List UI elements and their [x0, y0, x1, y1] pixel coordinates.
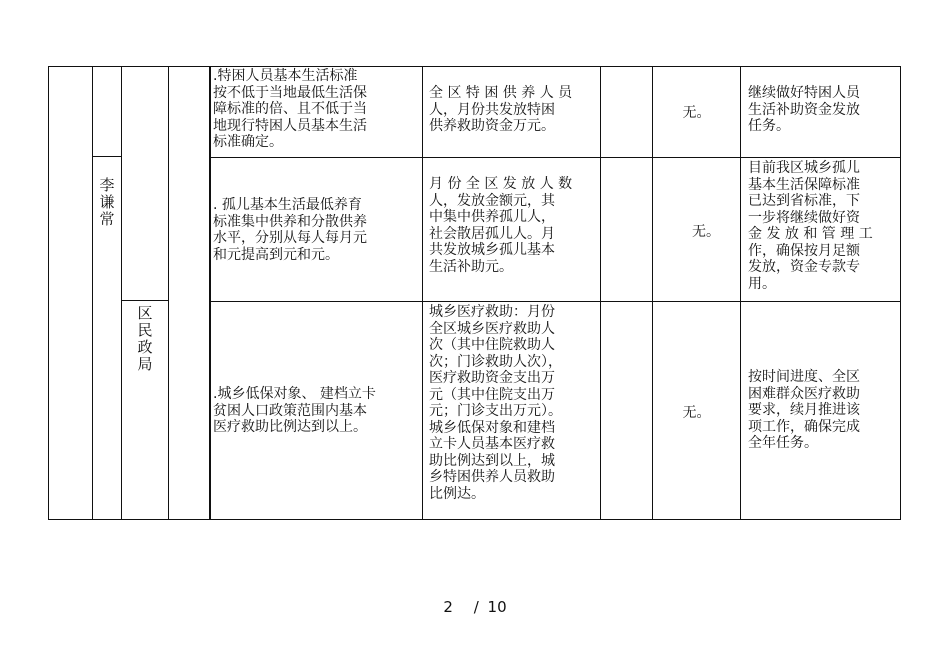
- row2-task: . 孤儿基本生活最低养育 标准集中供养和分散供养 水平，分别从每人每月元 和元提高到元和元。: [213, 197, 367, 263]
- row1-problem: 无。: [682, 105, 711, 121]
- row3-progress: 城乡医疗救助：月份 全区城乡医疗救助人 次（其中住院救助人 次；门诊救助人次）， 医疗救助资金支出万 元（其中住院支出万 元；门诊支出万元）。 城乡低保对象和建档 立卡人员基本医疗救 助比例达到以上，城 乡特困供养人员救助 比例达。: [429, 304, 562, 502]
- col-line-6: [422, 66, 423, 520]
- row3-task: .城乡低保对象、 建档立卡 贫困人口政策范围内基本 医疗救助比例达到以上。: [213, 386, 376, 435]
- col-line-2: [92, 66, 93, 520]
- page-separator: /: [473, 598, 479, 616]
- page-number: 2: [443, 598, 453, 616]
- table-border-bottom: [48, 519, 901, 520]
- row2-next: 目前我区城乡孤儿 基本生活保障标准 已达到省标准，下 一步将继续做好资 金 发 放 和 管 理 工 作，确保按月足额 发放，资金专款专 用。: [748, 160, 873, 292]
- row1-next: 继续做好特困人员 生活补助资金发放 任务。: [748, 85, 860, 134]
- row3-next: 按时间进度、全区 困难群众医疗救助 要求，续月推进该 项工作，确保完成 全年任务。: [748, 369, 860, 451]
- col-line-3: [121, 66, 122, 520]
- row-line-3: [209, 157, 901, 158]
- col-line-1: [48, 66, 49, 520]
- row2-problem: 无。: [692, 224, 720, 240]
- row-line-2: [121, 300, 168, 301]
- col-line-4: [168, 66, 169, 520]
- row-line-4: [209, 301, 901, 302]
- row1-task: .特困人员基本生活标准 按不低于当地最低生活保 障标准的倍、且不低于当 地现行特困人员基本生活 标准确定。: [213, 68, 367, 150]
- person-name: 李 谦 常: [99, 176, 115, 228]
- department-name: 区 民 政 局: [137, 304, 153, 373]
- col-line-7: [600, 66, 601, 520]
- col-line-9: [740, 66, 741, 520]
- col-line-8: [652, 66, 653, 520]
- row3-problem: 无。: [682, 405, 711, 421]
- table-border-top: [48, 66, 901, 67]
- page-total: 10: [487, 598, 507, 616]
- row-line-1: [92, 156, 121, 157]
- row2-progress: 月 份 全 区 发 放 人 数 人，发放金额元，其 中集中供养孤儿人， 社会散居孤儿人。月 共发放城乡孤儿基本 生活补助元。: [429, 176, 573, 275]
- col-line-10: [900, 66, 901, 520]
- page-indicator: [0, 598, 950, 616]
- col-line-5: [209, 66, 211, 520]
- row1-progress: 全 区 特 困 供 养 人 员 人，月份共发放特困 供养救助资金万元。: [429, 85, 573, 134]
